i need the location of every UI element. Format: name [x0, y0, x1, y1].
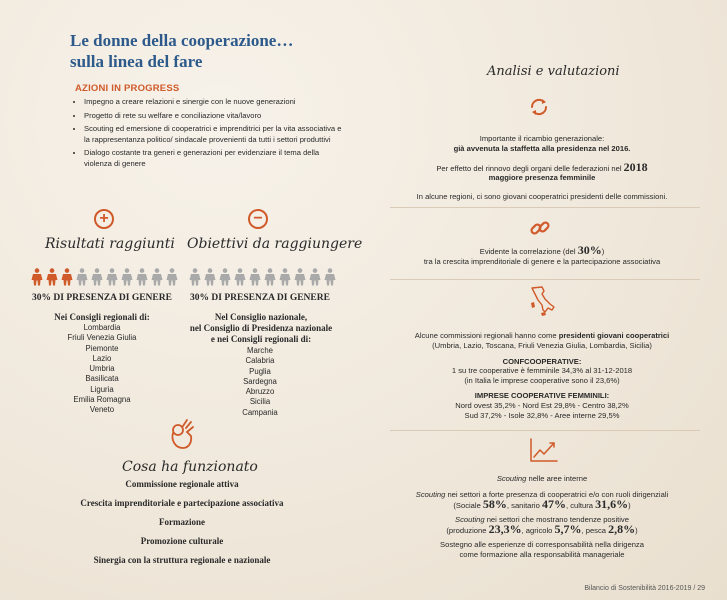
person-icon: [75, 268, 89, 286]
obiettivi-regions: [180, 346, 340, 418]
block3-heading: IMPRESE COOPERATIVE FEMMINILI:: [474, 390, 610, 400]
block2-line: [382, 243, 702, 257]
people-row-obiettivi: [188, 268, 337, 286]
block3-line: 1 su tre cooperative è femminile 34,3% al 31-12-2018: [451, 366, 633, 376]
block4-text: , cultura: [565, 500, 596, 510]
block4-number: 31,6%: [595, 496, 629, 511]
block1-text: Per effetto del rinnovo degli organi delle federazioni nel: [436, 163, 622, 173]
obiettivi-heading: Obiettivi da raggiungere: [187, 236, 363, 252]
block4-text: , pesca: [581, 526, 609, 536]
block1-line: già avvenuta la staffetta alla presidenza nel 2016.: [453, 143, 631, 153]
funzionato-item: Formazione: [159, 517, 205, 527]
person-icon: [248, 268, 262, 286]
block4-number: 5,7%: [554, 522, 582, 537]
minus-icon: −: [248, 209, 268, 229]
block4-text: nei settori che mostrano tendenze positive: [484, 515, 629, 525]
block2-line: tra la crescita imprenditoriale di genere e la partecipazione associativa: [423, 256, 661, 266]
block4-number: 2,8%: [608, 522, 636, 537]
refresh-icon: [528, 96, 550, 118]
obiettivi-head-line: Nel Consiglio nazionale,: [214, 312, 308, 322]
person-icon: [90, 268, 104, 286]
block4-text: (produzione: [446, 526, 489, 536]
block4-text: nei settori a forte presenza di cooperatrici e/o con ruoli dirigenziali: [445, 489, 669, 499]
page-footer: Bilancio di Sostenibilità 2016-2019 / 29: [584, 585, 705, 592]
person-icon: [60, 268, 74, 286]
block4-italic: Scouting: [455, 515, 485, 525]
azioni-item: [84, 97, 349, 107]
block3-line: (Umbria, Lazio, Toscana, Friuli Venezia Giulia, Lombardia, Sicilia): [432, 340, 652, 350]
region-item: Abruzzo: [245, 387, 275, 397]
risultati-stat: 30% DI PRESENZA DI GENERE: [32, 293, 172, 303]
person-icon: [150, 268, 164, 286]
region-item: Marche: [247, 346, 273, 355]
region-item: Liguria: [90, 384, 114, 394]
divider: [390, 279, 700, 280]
block2-text: ): [601, 247, 605, 256]
block4-line: [382, 515, 702, 525]
person-icon: [323, 268, 337, 286]
title-line-1: Le donne della cooperazione…: [70, 31, 294, 50]
block4-number: 47%: [541, 496, 566, 511]
analisi-block-4: [382, 474, 702, 560]
person-icon: [188, 268, 202, 286]
region-item: Umbria: [89, 364, 115, 374]
page-title: [70, 30, 293, 72]
person-icon: [45, 268, 59, 286]
funzionato-list: [52, 479, 312, 565]
block3-text: presidenti giovani cooperatrici: [558, 331, 670, 340]
region-item: Calabria: [245, 356, 275, 366]
block4-text: ): [628, 500, 631, 510]
block1-line: In alcune regioni, ci sono giovani cooperatrici presidenti delle commissioni.: [416, 192, 668, 202]
region-item: Basilicata: [85, 374, 119, 384]
block4-number: 23,3%: [488, 522, 522, 537]
divider: [390, 207, 700, 208]
obiettivi-head-line: e nei Consigli regionali di:: [210, 334, 312, 344]
block3-line: (in Italia le imprese cooperative sono il 23,6%): [464, 376, 620, 386]
block4-number: 58%: [482, 496, 507, 511]
block3-heading: CONFCOOPERATIVE:: [502, 356, 582, 366]
region-item: Veneto: [89, 405, 115, 415]
region-item: Sicilia: [249, 397, 271, 407]
analisi-heading: Analisi e valutazioni: [487, 64, 620, 79]
person-icon: [308, 268, 322, 286]
block3-line: Sud 37,2% - Isole 32,8% - Aree interne 29,5%: [464, 410, 620, 420]
azioni-item-text: Dialogo costante tra generi e generazioni per evidenziare il tema della violenza di genere: [84, 148, 320, 168]
risultati-heading: Risultati raggiunti: [45, 236, 175, 252]
block4-line: Sostegno alle esperienze di corresponsabilità nella dirigenza: [440, 539, 644, 549]
azioni-item-text: Scouting ed emersione di cooperatrici e imprenditrici per la vita associativa e la rappresentanza politico/ sindacale provenienti da tutti i settori produttivi: [84, 124, 342, 144]
risultati-regions: [22, 323, 182, 416]
block2-text: Evidente la correlazione (del: [479, 247, 576, 256]
azioni-list: [72, 97, 349, 172]
trend-chart-icon: [529, 437, 559, 463]
block4-text: (Sociale: [453, 500, 483, 510]
person-icon: [120, 268, 134, 286]
person-icon: [203, 268, 217, 286]
person-icon: [135, 268, 149, 286]
azioni-item-text: Progetto di rete su welfare e conciliazione vita/lavoro: [84, 110, 262, 120]
block4-text: nelle aree interne: [526, 474, 588, 483]
block3-text: Alcune commissioni regionali hanno come: [414, 331, 559, 340]
obiettivi-regions-head: [172, 312, 350, 345]
block2-number: 30%: [577, 243, 602, 257]
obiettivi-head-line: nel Consiglio di Presidenza nazionale: [189, 323, 333, 333]
block4-italic: Scouting: [496, 474, 527, 483]
block4-text: , agricolo: [521, 526, 555, 536]
funzionato-item: Commissione regionale attiva: [125, 479, 239, 489]
block4-text: ): [635, 526, 638, 536]
funzionato-item: Promozione culturale: [140, 536, 224, 546]
funzionato-item: Sinergia con la struttura regionale e nazionale: [93, 555, 271, 565]
block3-line: [382, 331, 702, 341]
funzionato-item: Crescita imprenditoriale e partecipazione associativa: [80, 498, 284, 508]
plus-icon: +: [94, 209, 114, 229]
block4-line: [382, 496, 702, 511]
azioni-item-text: Impegno a creare relazioni e sinergie con le nuove generazioni: [84, 97, 296, 106]
block4-italic: Scouting: [415, 489, 446, 499]
azioni-item: [84, 111, 349, 121]
divider: [390, 430, 700, 431]
person-icon: [30, 268, 44, 286]
azioni-item: [84, 148, 349, 168]
block1-year: 2018: [623, 159, 648, 174]
person-icon: [293, 268, 307, 286]
region-item: Friuli Venezia Giulia: [67, 333, 137, 343]
italy-map-icon: [528, 285, 556, 319]
analisi-block-3: [382, 331, 702, 420]
region-item: Lazio: [92, 353, 112, 363]
block4-line: [382, 522, 702, 537]
region-item: Sardegna: [243, 376, 277, 386]
block1-line: Importante il ricambio generazionale:: [479, 134, 605, 143]
ok-hand-icon: [167, 418, 197, 452]
analisi-block-1: [382, 134, 702, 202]
block3-line: Nord ovest 35,2% - Nord Est 29,8% - Centro 38,2%: [455, 400, 629, 410]
obiettivi-stat: 30% DI PRESENZA DI GENERE: [190, 293, 330, 303]
person-icon: [278, 268, 292, 286]
risultati-regions-head: Nei Consigli regionali di:: [54, 312, 150, 322]
person-icon: [218, 268, 232, 286]
person-icon: [263, 268, 277, 286]
region-item: Piemonte: [85, 343, 119, 353]
block1-line: maggiore presenza femminile: [488, 173, 596, 183]
region-item: Emilia Romagna: [73, 395, 131, 405]
analisi-block-2: [382, 243, 702, 267]
region-item: Puglia: [249, 366, 271, 376]
block4-text: , sanitario: [506, 500, 542, 510]
region-item: Campania: [242, 407, 278, 417]
azioni-item: [84, 124, 349, 144]
person-icon: [105, 268, 119, 286]
link-icon: [529, 217, 551, 239]
block4-line: come formazione alla responsabilità manageriale: [459, 549, 625, 559]
region-item: Lombardia: [83, 323, 121, 332]
title-line-2: sulla linea del fare: [70, 52, 203, 71]
azioni-heading: AZIONI IN PROGRESS: [75, 83, 180, 94]
funzionato-heading: Cosa ha funzionato: [122, 459, 258, 475]
block1-line: [382, 159, 702, 174]
person-icon: [165, 268, 179, 286]
person-icon: [233, 268, 247, 286]
people-row-risultati: [30, 268, 179, 286]
block4-line: [382, 474, 702, 484]
